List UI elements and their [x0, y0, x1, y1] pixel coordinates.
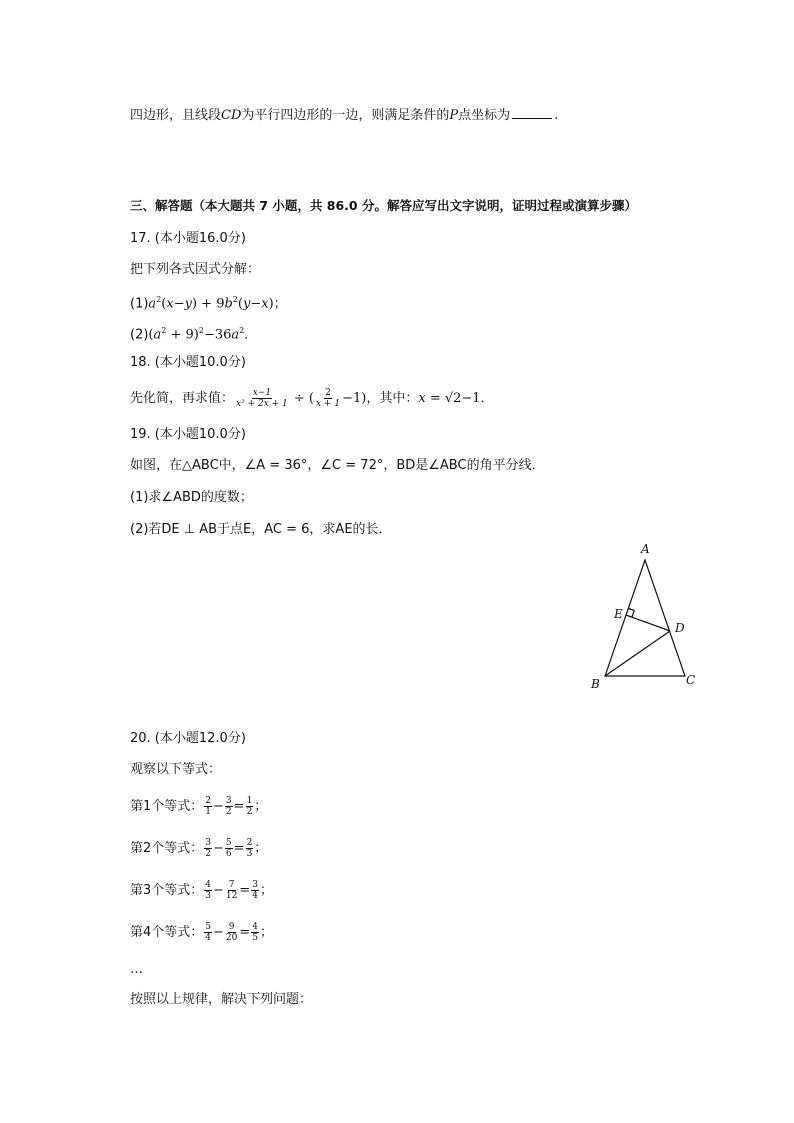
q20-closing: 按照以上规律，解决下列问题： [130, 992, 313, 1007]
text: 为平行四边形的一边，则满足条件的 [241, 108, 450, 123]
equation-line: 第1个等式： $\frac{2}{1}$ − $\frac{3}{2}$ = $\frac{1}{2}$ ； [130, 796, 268, 817]
q17-part2: $(2)(a^2 + 9)^2-36a^2$． [130, 326, 258, 343]
label-b: B [591, 677, 600, 691]
q20-header: 20. (本小题12.0分) [130, 731, 246, 746]
q17-intro: 把下列各式因式分解： [130, 262, 261, 277]
text: ，其中： [366, 391, 419, 406]
q19-part2: (2)若DE ⊥ AB于点E，AC = 6，求AE的长． [130, 522, 392, 537]
point-p: P [449, 108, 459, 123]
q20-intro: 观察以下等式： [130, 762, 222, 777]
part-number: (1) [130, 296, 149, 312]
text: . [554, 108, 559, 123]
segment-bd [605, 631, 670, 676]
q18-header: 18. (本小题10.0分) [130, 355, 246, 370]
text: 先化简，再求值： [130, 391, 235, 406]
segment-de [626, 615, 670, 631]
segment-cd: CD [221, 108, 242, 123]
q19-part1: (1)求∠ABD的度数； [130, 490, 253, 505]
text: 四边形，且线段 [130, 108, 222, 123]
label-d: D [675, 621, 685, 635]
equation-line: 第4个等式： $\frac{5}{4}$ − $\frac{9}{20}$ = $\frac{4}{5}$ ； [130, 922, 274, 943]
section-header: 三、解答题（本大题共 7 小题，共 86.0 分。解答应写出文字说明，证明过程或演算步骤） [130, 198, 637, 213]
q17-header: 17. (本小题16.0分) [130, 231, 246, 246]
part-number: (2) [130, 327, 149, 343]
fraction: $\frac{2}{x + 1}$ [316, 388, 341, 409]
fraction: $\frac{x-1}{\text{x² + 2x + 1}}$ [236, 388, 288, 409]
q18-body: 先化简，再求值： $\frac{x-1}{\text{x² + 2x + 1}}$ ÷ ( $\frac{2}{x + 1}$ −1)，其中：x = √2−1． [130, 388, 494, 409]
q17-part1: $(1)a^2(x-y) + 9b^2(y-x)$； [130, 295, 287, 312]
q19-header: 19. (本小题10.0分) [130, 427, 246, 442]
label-e: E [614, 607, 623, 621]
q19-line1: 如图，在△ABC中，∠A = 36°，∠C = 72°，BD是∠ABC的角平分线． [130, 458, 545, 473]
label-a: A [641, 542, 650, 556]
label-c: C [686, 673, 696, 687]
answer-blank [512, 104, 552, 119]
text: 点坐标为 [458, 108, 511, 123]
triangle-figure [580, 538, 710, 693]
equation-line: 第3个等式： $\frac{4}{3}$ − $\frac{7}{12}$ = $\frac{3}{4}$ ； [130, 880, 274, 901]
equation-line: 第2个等式： $\frac{3}{2}$ − $\frac{5}{6}$ = $\frac{2}{3}$ ； [130, 838, 268, 859]
problem-tail-line [130, 104, 558, 126]
ellipsis: … [130, 962, 143, 977]
